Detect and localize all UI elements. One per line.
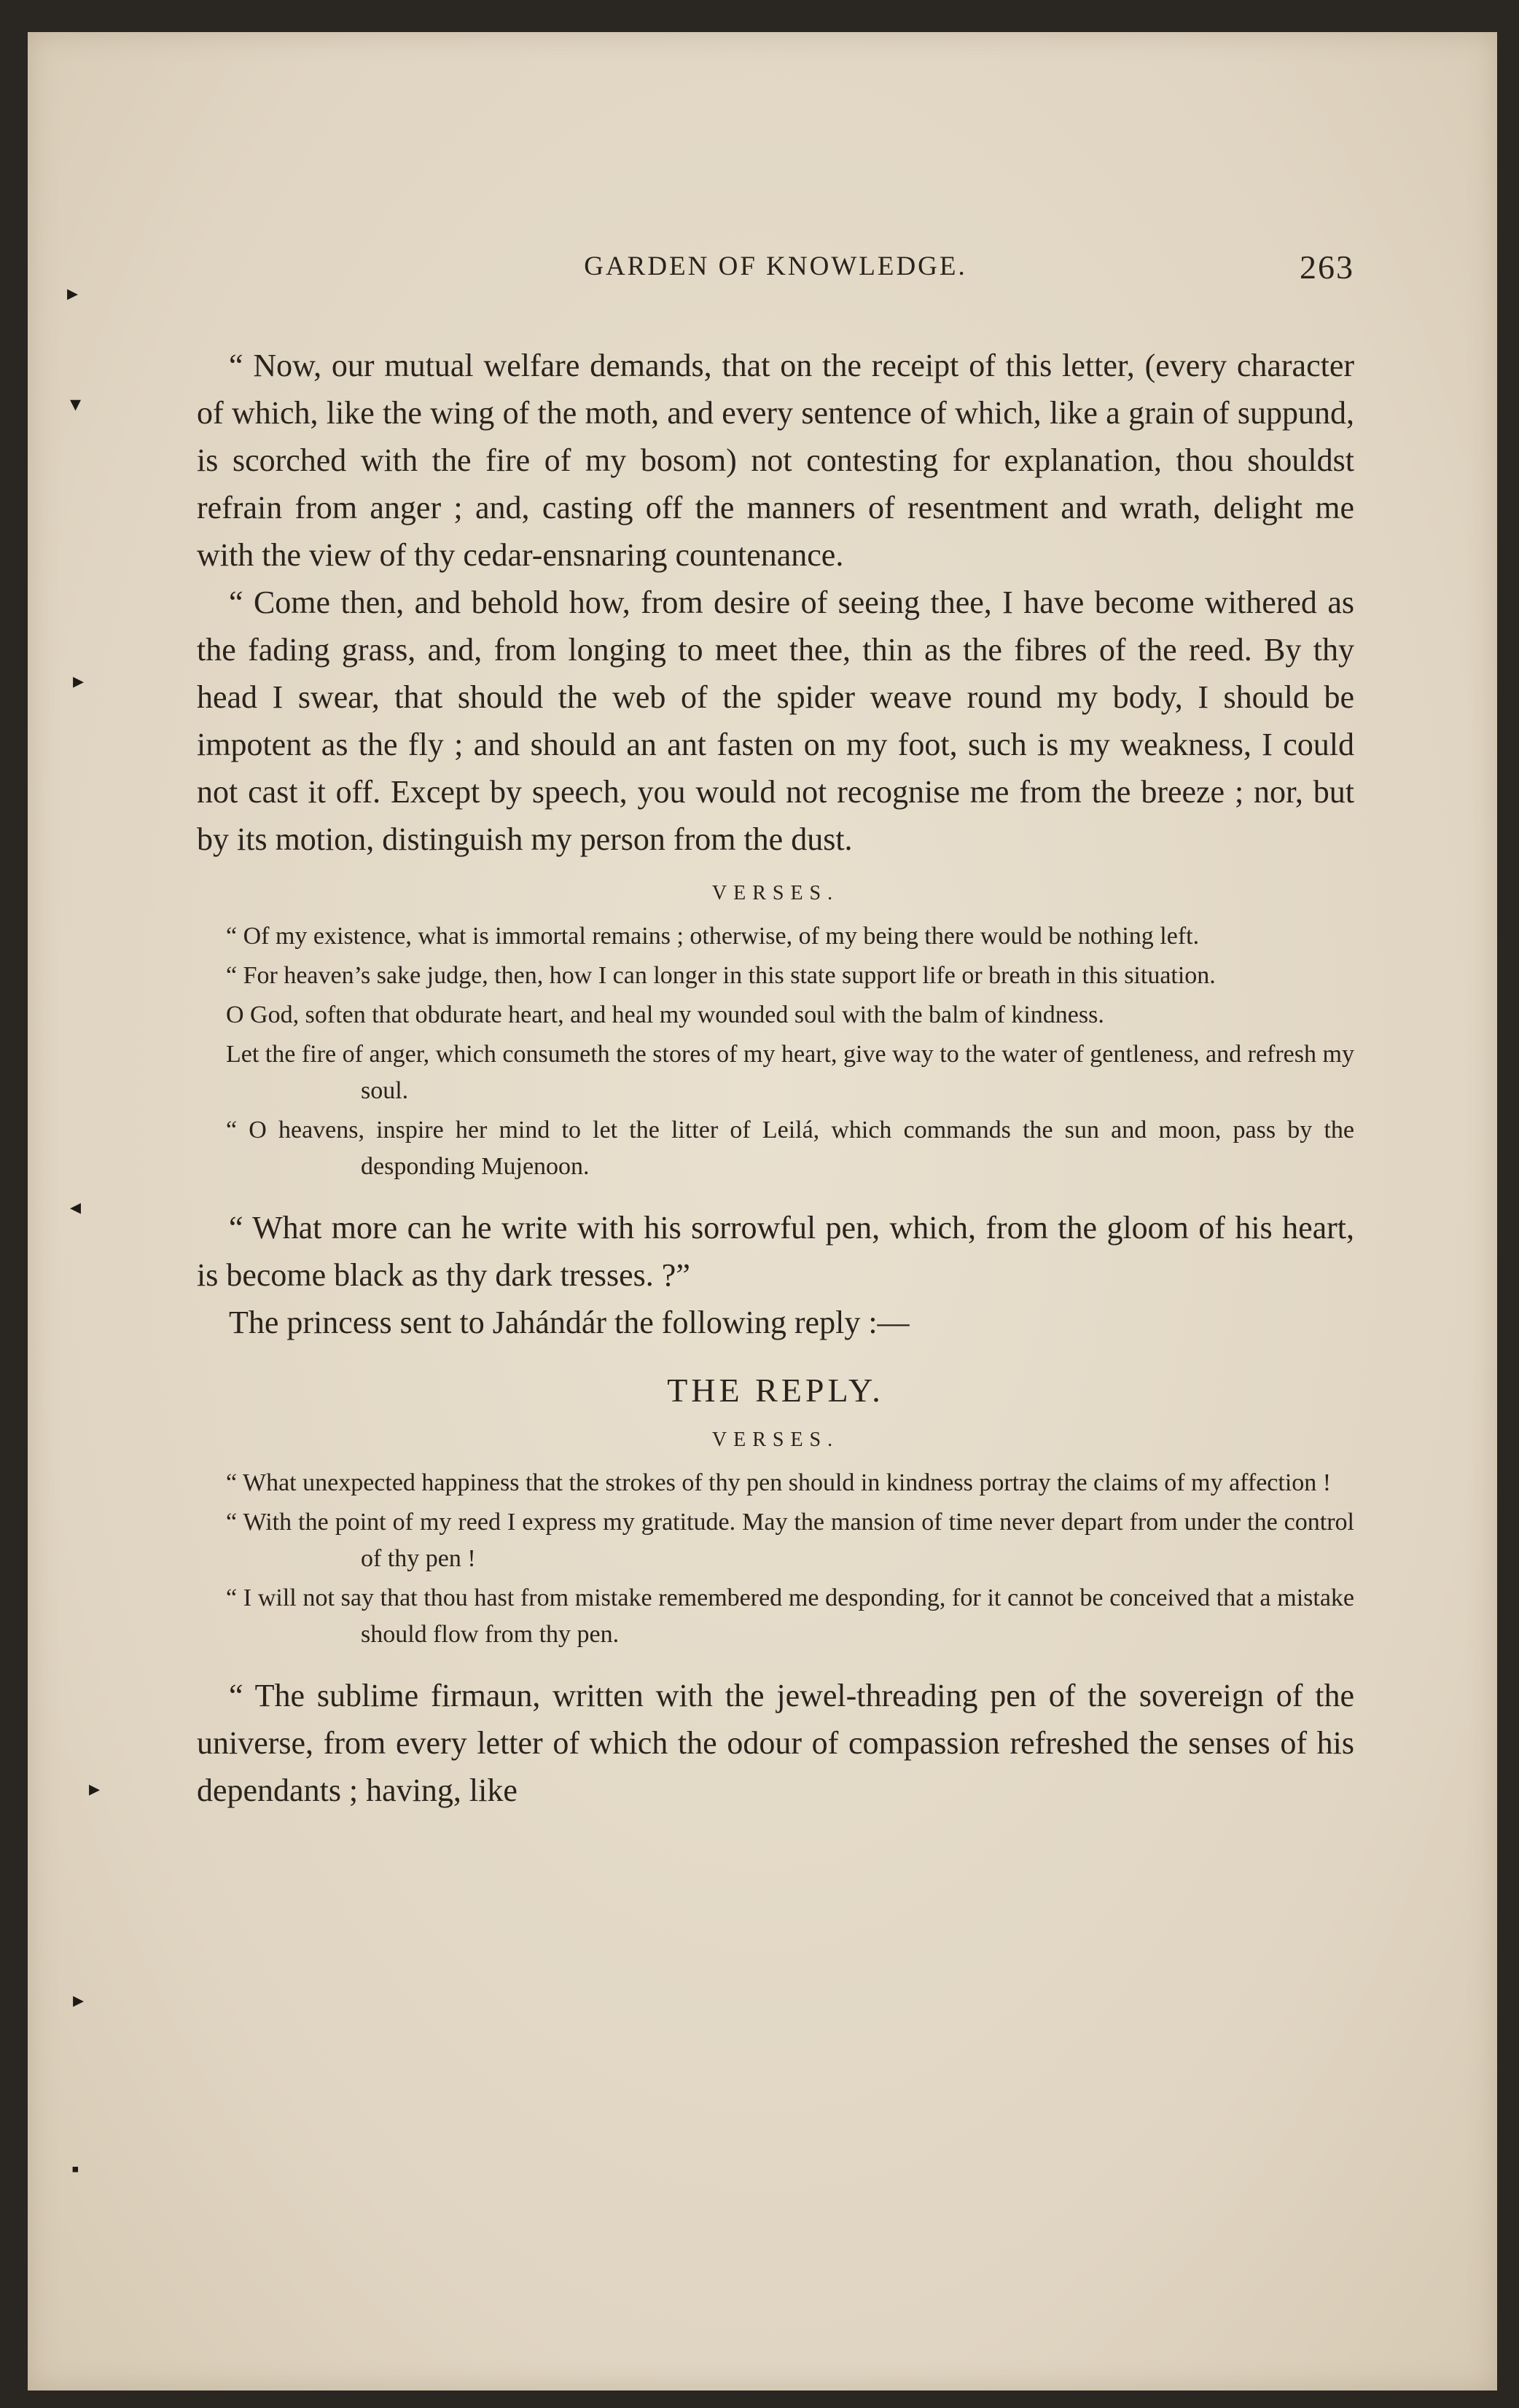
margin-mark: ▸ bbox=[67, 281, 79, 305]
paragraph: The princess sent to Jahándár the following reply :— bbox=[229, 1305, 910, 1340]
verses-block bbox=[197, 918, 1354, 1185]
paragraph: “ Now, our mutual welfare demands, that on the receipt of this letter, (every character of which, like the wing of the moth, and every sentence of which, like a grain of suppund, is scorched with the fire of my bosom) not contesting for explanation, thou shouldst refrain from anger ; and, casting off the manners of resentment and wrath, delight me with the view of thy cedar-ensnaring countenance. bbox=[197, 348, 1354, 573]
page-body bbox=[197, 342, 1354, 1814]
verses-heading: VERSES. bbox=[711, 1428, 840, 1451]
paragraph: “ What more can he write with his sorrowful pen, which, from the gloom of his heart, is become black as thy dark tresses. ?” bbox=[197, 1210, 1354, 1293]
margin-mark: ▸ bbox=[73, 1988, 85, 2012]
page-header bbox=[197, 251, 1354, 294]
running-head: GARDEN OF KNOWLEDGE. bbox=[584, 251, 967, 281]
margin-mark: ▸ bbox=[73, 669, 85, 693]
verse-line: “ O heavens, inspire her mind to let the litter of Leilá, which commands the sun and moon, pass by the desponding Mujenoon. bbox=[226, 1117, 1354, 1180]
verses-heading: VERSES. bbox=[711, 882, 840, 904]
verses-block bbox=[197, 1465, 1354, 1653]
verse-line: “ Of my existence, what is immortal remains ; otherwise, of my being there would be nothing left. bbox=[226, 923, 1200, 950]
verse-line: “ With the point of my reed I express my gratitude. May the mansion of time never depart from under the control of thy pen ! bbox=[226, 1509, 1354, 1572]
margin-mark: ▪ bbox=[71, 2157, 79, 2181]
book-page bbox=[28, 32, 1497, 2391]
verse-line: O God, soften that obdurate heart, and heal my wounded soul with the balm of kindness. bbox=[226, 1001, 1104, 1028]
margin-mark: ◂ bbox=[70, 1195, 82, 1219]
page-number: 263 bbox=[1300, 249, 1354, 286]
margin-mark: ▸ bbox=[89, 1777, 101, 1801]
reply-heading: THE REPLY. bbox=[667, 1372, 884, 1409]
margin-mark: ▾ bbox=[70, 392, 82, 416]
paragraph: “ Come then, and behold how, from desire of seeing thee, I have become withered as the fading grass, and, from longing to meet thee, thin as the fibres of the reed. By thy head I swear, that should the web of the spider weave round my body, I should be impotent as the fly ; and should an ant fasten on my foot, such is my weakness, I could not cast it off. Except by speech, you would not recognise me from the breeze ; nor, but by its motion, distinguish my person from the dust. bbox=[197, 585, 1354, 857]
verse-line: Let the fire of anger, which consumeth the stores of my heart, give way to the water of gentleness, and refresh my soul. bbox=[226, 1041, 1354, 1104]
verse-line: “ I will not say that thou hast from mistake remembered me desponding, for it cannot be conceived that a mistake should flow from thy pen. bbox=[226, 1584, 1354, 1648]
verse-line: “ What unexpected happiness that the strokes of thy pen should in kindness portray the claims of my affection ! bbox=[226, 1469, 1332, 1496]
paragraph: “ The sublime firmaun, written with the jewel-threading pen of the sovereign of the universe, from every letter of which the odour of compassion refreshed the senses of his dependants ; having, like bbox=[197, 1678, 1354, 1808]
verse-line: “ For heaven’s sake judge, then, how I can longer in this state support life or breath in this situation. bbox=[226, 962, 1216, 989]
